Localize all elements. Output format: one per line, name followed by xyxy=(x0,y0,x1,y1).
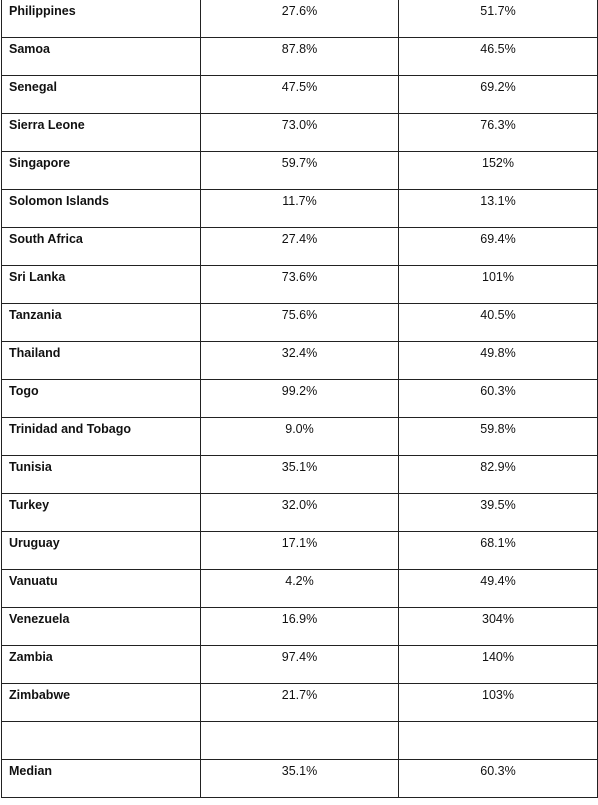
table-row-median xyxy=(2,760,598,798)
country-cell: South Africa xyxy=(2,228,201,266)
table-row xyxy=(2,152,598,190)
country-cell: Togo xyxy=(2,380,201,418)
table-row xyxy=(2,76,598,114)
value-cell-2: 69.2% xyxy=(399,76,598,114)
table-row xyxy=(2,418,598,456)
median-label-cell: Median xyxy=(2,760,201,798)
country-cell: Tanzania xyxy=(2,304,201,342)
value-cell-1: 75.6% xyxy=(201,304,399,342)
value-cell-1: 32.0% xyxy=(201,494,399,532)
value-cell-1: 27.4% xyxy=(201,228,399,266)
table-row xyxy=(2,570,598,608)
country-cell: Zambia xyxy=(2,646,201,684)
value-cell-1: 73.6% xyxy=(201,266,399,304)
table-row xyxy=(2,684,598,722)
value-cell-2: 140% xyxy=(399,646,598,684)
median-value-cell-1: 35.1% xyxy=(201,760,399,798)
table-row xyxy=(2,380,598,418)
country-cell: Philippines xyxy=(2,0,201,38)
value-cell-2 xyxy=(399,722,598,760)
value-cell-2: 40.5% xyxy=(399,304,598,342)
value-cell-1: 73.0% xyxy=(201,114,399,152)
value-cell-1: 4.2% xyxy=(201,570,399,608)
table-row xyxy=(2,608,598,646)
country-cell: Singapore xyxy=(2,152,201,190)
country-cell: Sri Lanka xyxy=(2,266,201,304)
table-row xyxy=(2,228,598,266)
country-cell: Thailand xyxy=(2,342,201,380)
value-cell-1: 32.4% xyxy=(201,342,399,380)
value-cell-2: 82.9% xyxy=(399,456,598,494)
value-cell-2: 59.8% xyxy=(399,418,598,456)
country-cell: Venezuela xyxy=(2,608,201,646)
country-cell: Turkey xyxy=(2,494,201,532)
value-cell-2: 39.5% xyxy=(399,494,598,532)
country-cell: Senegal xyxy=(2,76,201,114)
table-row xyxy=(2,190,598,228)
value-cell-2: 68.1% xyxy=(399,532,598,570)
value-cell-2: 49.8% xyxy=(399,342,598,380)
table-row xyxy=(2,494,598,532)
value-cell-1: 87.8% xyxy=(201,38,399,76)
data-table xyxy=(1,0,598,798)
value-cell-2: 76.3% xyxy=(399,114,598,152)
value-cell-1: 97.4% xyxy=(201,646,399,684)
table-row xyxy=(2,342,598,380)
value-cell-1 xyxy=(201,722,399,760)
country-cell: Zimbabwe xyxy=(2,684,201,722)
table-row xyxy=(2,266,598,304)
value-cell-2: 46.5% xyxy=(399,38,598,76)
value-cell-2: 304% xyxy=(399,608,598,646)
value-cell-2: 101% xyxy=(399,266,598,304)
country-cell: Solomon Islands xyxy=(2,190,201,228)
table-row xyxy=(2,38,598,76)
value-cell-1: 27.6% xyxy=(201,0,399,38)
median-value-cell-2: 60.3% xyxy=(399,760,598,798)
value-cell-2: 60.3% xyxy=(399,380,598,418)
value-cell-1: 35.1% xyxy=(201,456,399,494)
country-cell xyxy=(2,722,201,760)
table-row xyxy=(2,0,598,38)
value-cell-1: 59.7% xyxy=(201,152,399,190)
table-row xyxy=(2,304,598,342)
table-body xyxy=(2,0,598,798)
value-cell-2: 49.4% xyxy=(399,570,598,608)
country-cell: Sierra Leone xyxy=(2,114,201,152)
value-cell-1: 17.1% xyxy=(201,532,399,570)
value-cell-1: 9.0% xyxy=(201,418,399,456)
value-cell-1: 16.9% xyxy=(201,608,399,646)
value-cell-2: 51.7% xyxy=(399,0,598,38)
country-cell: Tunisia xyxy=(2,456,201,494)
table-row xyxy=(2,114,598,152)
table-row xyxy=(2,532,598,570)
value-cell-2: 13.1% xyxy=(399,190,598,228)
value-cell-2: 152% xyxy=(399,152,598,190)
country-cell: Trinidad and Tobago xyxy=(2,418,201,456)
value-cell-1: 11.7% xyxy=(201,190,399,228)
table-row xyxy=(2,456,598,494)
value-cell-1: 99.2% xyxy=(201,380,399,418)
value-cell-1: 21.7% xyxy=(201,684,399,722)
table-row-empty xyxy=(2,722,598,760)
table-row xyxy=(2,646,598,684)
country-cell: Samoa xyxy=(2,38,201,76)
country-cell: Uruguay xyxy=(2,532,201,570)
value-cell-2: 69.4% xyxy=(399,228,598,266)
country-cell: Vanuatu xyxy=(2,570,201,608)
value-cell-2: 103% xyxy=(399,684,598,722)
value-cell-1: 47.5% xyxy=(201,76,399,114)
